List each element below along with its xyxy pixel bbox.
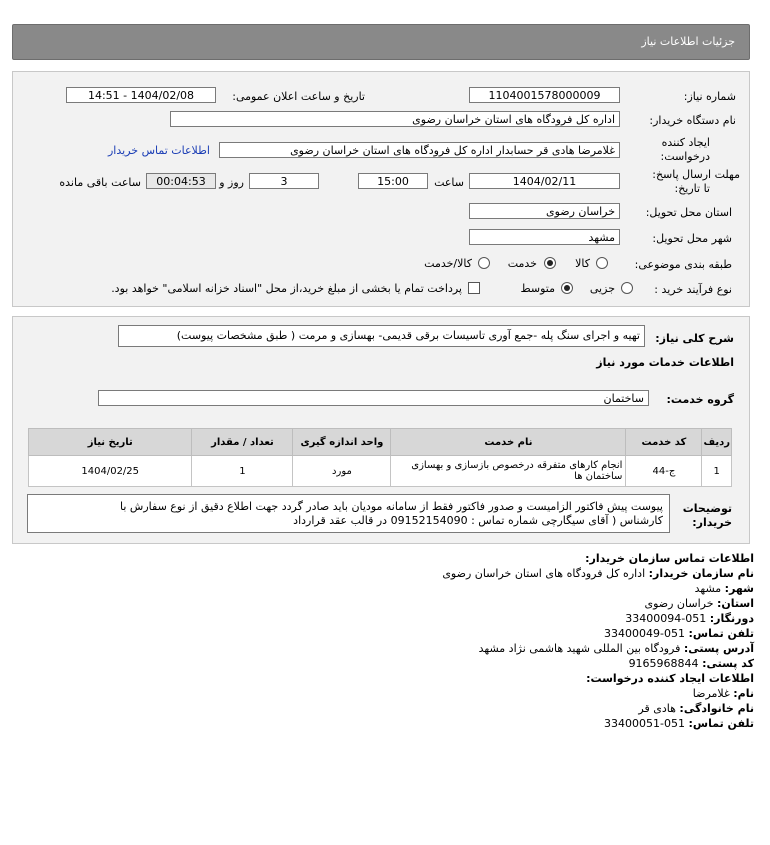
city-field: مشهد: [469, 229, 620, 245]
cell-unit: مورد: [293, 456, 391, 487]
process-option-medium: متوسط: [520, 282, 555, 295]
contact-postal-value: 9165968844: [628, 657, 699, 670]
table-row: [29, 456, 732, 487]
creator-phone: تلفن تماس: 051-33400051: [604, 717, 754, 730]
deadline-date-field: 1404/02/11: [469, 173, 620, 189]
services-table: [28, 428, 732, 487]
process-label: نوع فرآیند خرید :: [654, 283, 732, 296]
contact-address: آدرس پستی: فرودگاه بین المللی شهید هاشمی نژاد مشهد: [478, 642, 754, 655]
contact-city-value: مشهد: [694, 582, 722, 595]
creator-name: نام: غلامرضا: [692, 687, 754, 700]
category-option-goods-service: کالا/خدمت: [424, 257, 472, 270]
cell-need-date: 1404/02/25: [29, 456, 192, 487]
buyer-desc-label-1: توضیحات: [682, 502, 732, 515]
contact-address-value: فرودگاه بین المللی شهید هاشمی نژاد مشهد: [478, 642, 681, 655]
category-radio-goods-service[interactable]: [478, 257, 490, 269]
payment-note: پرداخت تمام یا بخشی از مبلغ خرید،از محل "اسناد خزانه اسلامی" خواهد بود.: [111, 282, 462, 295]
contact-province: استان: خراسان رضوی: [644, 597, 754, 610]
creator-name-value: غلامرضا: [692, 687, 730, 700]
page-title: جزئیات اطلاعات نیاز: [641, 35, 735, 48]
category-label: طبقه بندی موضوعی:: [634, 258, 732, 271]
deadline-label-1: مهلت ارسال پاسخ:: [652, 168, 740, 181]
contact-heading: اطلاعات تماس سازمان خریدار:: [585, 552, 754, 565]
creator-family-value: هادی قر: [638, 702, 676, 715]
deadline-time-label: ساعت: [434, 176, 464, 189]
need-number-field: 1104001578000009: [469, 87, 620, 103]
announce-label: تاریخ و ساعت اعلان عمومی:: [232, 90, 365, 103]
creator-phone-value: 051-33400051: [604, 717, 686, 730]
province-field: خراسان رضوی: [469, 203, 620, 219]
category-radio-service[interactable]: [544, 257, 556, 269]
contact-phone: تلفن تماس: 051-33400049: [604, 627, 754, 640]
cell-row-number: 1: [702, 456, 732, 487]
contact-postal: کد پستی: 9165968844: [628, 657, 754, 670]
cell-service-name: انجام کارهای متفرقه درخصوص بازسازی و بهسازی ساختمان ها: [391, 456, 626, 487]
cell-service-code: ج-44: [626, 456, 702, 487]
buyer-label: نام دستگاه خریدار:: [649, 114, 736, 127]
contact-org: نام سازمان خریدار: اداره کل فرودگاه های استان خراسان رضوی: [442, 567, 754, 580]
deadline-time-field: 15:00: [358, 173, 428, 189]
announce-field: 1404/02/08 - 14:51: [66, 87, 216, 103]
days-label: روز و: [219, 176, 244, 189]
contact-fax: دورنگار: 051-33400094: [625, 612, 754, 625]
process-radio-medium[interactable]: [561, 282, 573, 294]
contact-phone-value: 051-33400049: [604, 627, 686, 640]
contact-org-value: اداره کل فرودگاه های استان خراسان رضوی: [442, 567, 646, 580]
buyer-field: اداره کل فرودگاه های استان خراسان رضوی: [170, 111, 620, 127]
table-header-row: [29, 429, 732, 456]
remaining-label: ساعت باقی مانده: [59, 176, 141, 189]
col-header-need-date: تاریخ نیاز: [29, 429, 192, 456]
creator-label-2: درخواست:: [660, 150, 710, 163]
contact-province-value: خراسان رضوی: [644, 597, 714, 610]
category-option-service: خدمت: [507, 257, 537, 270]
category-option-goods: کالا: [575, 257, 590, 270]
need-number-label: شماره نیاز:: [683, 90, 736, 103]
col-header-quantity: تعداد / مقدار: [192, 429, 293, 456]
col-header-unit: واحد اندازه گیری: [293, 429, 391, 456]
col-header-service-name: نام خدمت: [391, 429, 626, 456]
services-heading: اطلاعات خدمات مورد نیاز: [596, 356, 734, 369]
col-header-service-code: کد خدمت: [626, 429, 702, 456]
city-label: شهر محل تحویل:: [652, 232, 732, 245]
service-group-label: گروه خدمت:: [666, 393, 734, 406]
process-radio-minor[interactable]: [621, 282, 633, 294]
buyer-desc-box: [27, 494, 670, 533]
contact-fax-value: 051-33400094: [625, 612, 707, 625]
category-radio-goods[interactable]: [596, 257, 608, 269]
creator-heading: اطلاعات ایجاد کننده درخواست:: [586, 672, 754, 685]
need-info-panel: [12, 71, 750, 307]
creator-label-1: ایجاد کننده: [661, 136, 710, 149]
deadline-label-2: تا تاریخ:: [674, 182, 710, 195]
buyer-desc-line-1: پیوست پیش فاکتور الزامیست و صدور فاکتور فقط از سامانه مودیان باید صادر گردد جهت اطلاع دقیق از نوع سفارش با: [120, 500, 663, 513]
province-label: استان محل تحویل:: [645, 206, 732, 219]
service-group-field: ساختمان: [98, 390, 649, 406]
buyer-desc-line-2: کارشناس ( آقای سیگارچی شماره تماس : 09152154090 در قالب عقد قرارداد: [293, 514, 663, 527]
contact-city: شهر: مشهد: [694, 582, 754, 595]
creator-field: غلامرضا هادی قر حسابدار اداره کل فرودگاه های استان خراسان رضوی: [219, 142, 620, 158]
page-header: [12, 24, 750, 60]
treasury-checkbox[interactable]: [468, 282, 480, 294]
buyer-desc-label-2: خریدار:: [692, 516, 732, 529]
cell-quantity: 1: [192, 456, 293, 487]
remaining-time-field: 00:04:53: [146, 173, 216, 189]
col-header-row-number: ردیف: [702, 429, 732, 456]
creator-family: نام خانوادگی: هادی قر: [638, 702, 754, 715]
days-field: 3: [249, 173, 319, 189]
summary-field: تهیه و اجرای سنگ پله -جمع آوری تاسیسات برقی قدیمی- بهسازی و مرمت ( طبق مشخصات پیوست): [118, 325, 645, 347]
summary-label: شرح کلی نیاز:: [655, 332, 734, 345]
buyer-contact-link[interactable]: اطلاعات تماس خریدار: [108, 144, 210, 157]
process-option-minor: جزیی: [589, 282, 615, 295]
